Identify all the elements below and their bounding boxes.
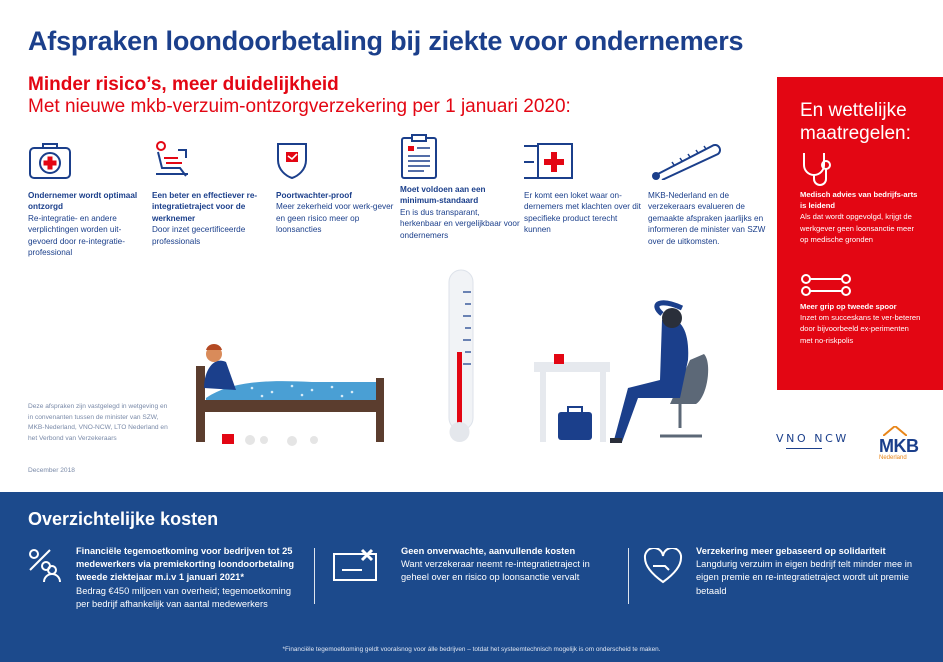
cost-heading: Verzekering meer gebaseerd op solidariteit	[696, 546, 886, 556]
connection-icon	[800, 273, 921, 301]
measure-heading: Medisch advies van bedrijfs-arts is leidend	[800, 190, 918, 211]
subtitle: Met nieuwe mkb-verzuim-ontzorgverzekering per 1 januari 2020:	[28, 96, 571, 117]
divider	[314, 548, 315, 604]
thermometer-icon	[648, 140, 770, 184]
patient-in-bed-illustration	[192, 340, 392, 450]
benefit-text: MKB-Nederland en de verzekeraars evalueren de gemaakte afspraken jaarlijks en informeren de minister van SZW over de uitkomsten.	[648, 191, 766, 246]
patient-chair-icon	[152, 140, 274, 184]
mkb-nederland-logo: MKB Nederland	[879, 426, 919, 461]
benefit-text: Re-integratie- en andere verplichtingen worden uit-gevoerd door re-integratie-professional	[28, 213, 125, 258]
stressed-employee-illustration	[530, 300, 730, 450]
first-aid-kit-icon	[28, 140, 150, 184]
cost-column-1	[76, 545, 304, 611]
medical-sign-icon	[524, 140, 646, 184]
cost-column-2	[401, 545, 611, 585]
benefit-heading: Moet voldoen aan een minimum-standaard	[400, 185, 486, 206]
cost-column-3	[696, 545, 921, 598]
date: December 2018	[28, 467, 75, 474]
cost-text: Want verzekeraar neemt re-integratietraject in geheel over en risico op loonsanctie vervalt	[401, 559, 590, 583]
cost-heading: Financiële tegemoetkoming voor bedrijven tot 25 medewerkers via premiekorting loondoorbetaling tweede ziektejaar m.i.v 1 januari 2021*	[76, 546, 295, 583]
subtitle-bold: Minder risico’s, meer duidelijkheid	[28, 74, 339, 95]
benefit-heading: Een beter en effectiever re-integratietraject voor de werknemer	[152, 191, 258, 223]
benefit-column-5	[524, 140, 646, 236]
agreement-note: Deze afspraken zijn vastgelegd in wetgeving en in convenanten tussen de minister van SZW, MKB-Nederland, VNO-NCW, LTO Nederland en het Verbond van Verzekeraars	[28, 403, 168, 442]
measure-text: Inzet om succeskans te ver-beteren door bijvoorbeeld ex-perimenten met no-riskpolis	[800, 313, 921, 345]
cost-text: Langdurig verzuim in eigen bedrijf telt minder mee in eigen premie en re-integratietraject wordt uit premie betaald	[696, 559, 913, 596]
cost-text: Bedrag €450 miljoen van overheid; tegemoetkoming per bedrijf afhankelijk van aantal medewerkers	[76, 585, 291, 609]
shield-check-icon	[276, 140, 398, 184]
page-title: Afspraken loondoorbetaling bij ziekte voor ondernemers	[28, 26, 744, 56]
benefit-text: Door inzet gecertificeerde professionals	[152, 225, 246, 246]
thermometer-illustration	[443, 268, 483, 446]
benefit-column-1	[28, 140, 150, 258]
benefit-column-3	[276, 140, 398, 236]
heart-hand-icon	[643, 548, 683, 589]
vno-ncw-logo: VNO NCW	[776, 432, 849, 449]
percent-person-icon	[28, 548, 62, 589]
section-heading: Overzichtelijke kosten	[28, 509, 219, 529]
invoice-x-icon	[332, 548, 380, 587]
benefit-text: Meer zekerheid voor werk-gever en geen risico meer op loonsancties	[276, 202, 394, 235]
benefit-text: En is dus transparant, herkenbaar en vergelijkbaar voor ondernemers	[400, 207, 520, 240]
benefit-text: Er komt een loket waar on-dernemers met klachten over dit specifieke product terecht kunnen	[524, 191, 641, 235]
benefit-heading: Poortwachter-proof	[276, 191, 352, 200]
panel-heading: En wettelijke maatregelen:	[800, 100, 911, 144]
clipboard-icon	[400, 134, 522, 178]
measure-text: Als dat wordt opgevolgd, krijgt de werkgever geen loonsanctie meer op medische gronden	[800, 212, 914, 244]
measure-heading: Meer grip op tweede spoor	[800, 302, 897, 312]
benefit-column-2	[152, 140, 274, 247]
stethoscope-icon	[800, 151, 921, 189]
costs-section	[0, 492, 943, 662]
benefit-column-4	[400, 140, 522, 241]
footnote: *Financiële tegemoetkoming geldt vooralsnog voor álle bedrijven – totdat het systeemtechnisch mogelijk is om onderscheid te maken.	[282, 646, 661, 653]
cost-heading: Geen onverwachte, aanvullende kosten	[401, 546, 576, 556]
legal-measures-panel	[777, 77, 943, 390]
benefit-column-6	[648, 140, 770, 247]
benefit-heading: Ondernemer wordt optimaal ontzorgd	[28, 191, 138, 212]
divider	[628, 548, 629, 604]
